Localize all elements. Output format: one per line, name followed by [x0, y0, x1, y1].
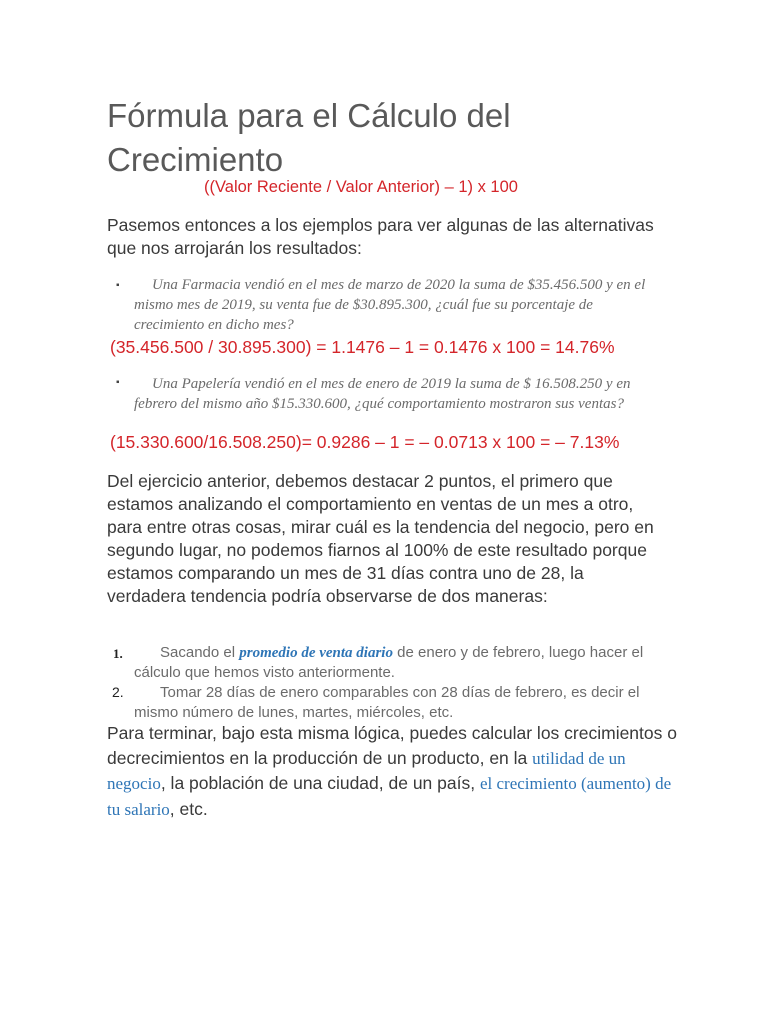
daily-sales-average-link[interactable]: promedio de venta diario	[239, 645, 393, 661]
analysis-paragraph: Del ejercicio anterior, debemos destacar 2 puntos, el primero que estamos analizando el comportamiento en ventas de un mes a otro, para entre otras cosas, mirar cuál es la tendencia del negocio, pero en segundo lugar, no podemos fiarnos al 100% de este resultado porque estamos comparando un mes de 31 días contra uno de 28, la verdadera tendencia podría observarse de dos maneras:	[107, 471, 654, 606]
option-2-body: Tomar 28 días de enero comparables con 28 días de febrero, es decir el mismo número de lunes, martes, miércoles, etc.	[134, 684, 640, 721]
list-number-2: 2.	[112, 684, 124, 700]
list-number-1: 1.	[113, 646, 123, 661]
option-1-text	[134, 643, 654, 683]
option-1-after: de enero y de febrero, luego hacer el cálculo que hemos visto anteriormente.	[134, 644, 644, 681]
example-2-text	[134, 374, 664, 414]
conclusion-part-1: Para terminar, bajo esta misma lógica, puedes calcular los crecimientos o decrecimientos en la producción de un producto, en la	[107, 723, 677, 768]
intro-paragraph: Pasemos entonces a los ejemplos para ver algunas de las alternativas que nos arrojarán los resultados:	[107, 215, 654, 258]
conclusion-paragraph	[107, 721, 677, 822]
option-1-before: Sacando el	[160, 644, 240, 661]
example-1-text	[134, 275, 664, 335]
growth-formula: ((Valor Reciente / Valor Anterior) – 1) x 100	[204, 178, 518, 196]
option-2-text	[134, 683, 654, 723]
business-profit-link[interactable]: utilidad de un negocio	[107, 748, 626, 793]
example-2-calculation: (15.330.600/16.508.250)= 0.9286 – 1 = – 0.0713 x 100 = – 7.13%	[110, 432, 620, 452]
salary-growth-link[interactable]: el crecimiento (aumento) de tu salario	[107, 774, 672, 819]
bullet-icon: ▪	[116, 280, 120, 291]
example-1-body: Una Farmacia vendió en el mes de marzo de 2020 la suma de $35.456.500 y en el mismo mes de 2019, su venta fue de $30.895.300, ¿cuál fue su porcentaje de crecimiento en dicho mes?	[134, 277, 646, 333]
bullet-icon: ▪	[116, 377, 120, 388]
conclusion-part-3: , etc.	[169, 798, 208, 819]
page-title: Fórmula para el Cálculo del Crecimiento	[107, 97, 511, 178]
conclusion-part-2: , la población de una ciudad, de un país,	[160, 773, 480, 793]
example-1-calculation: (35.456.500 / 30.895.300) = 1.1476 – 1 = 0.1476 x 100 = 14.76%	[110, 337, 615, 357]
example-2-body: Una Papelería vendió en el mes de enero de 2019 la suma de $ 16.508.250 y en febrero del mismo año $15.330.600, ¿qué comportamiento mostraron sus ventas?	[134, 376, 631, 412]
